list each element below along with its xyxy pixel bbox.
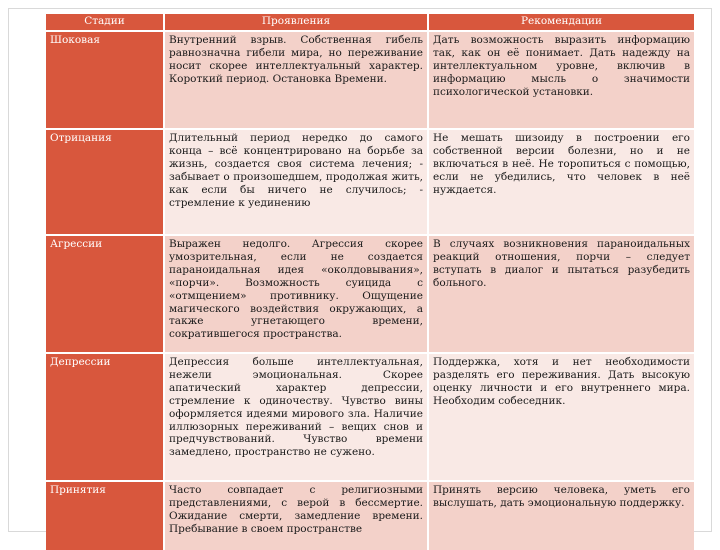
recommendations-cell-acceptance: Принять версию человека, уметь его выслушать, дать эмоциональную поддержку. bbox=[429, 482, 694, 550]
recommendations-cell-denial: Не мешать шизоиду в построении его собственной версии болезни, но и не включаться в неё. Не торопиться с помощью, если не убедились, что человек в неё нуждается. bbox=[429, 130, 694, 234]
recommendations-cell-depression: Поддержка, хотя и нет необходимости разделять его переживания. Дать высокую оценку личности и его внутреннего мира. Необходим собеседник. bbox=[429, 354, 694, 480]
manifestations-cell-shock: Внутренний взрыв. Собственная гибель равнозначна гибели мира, но переживание носит скорее интеллектуальный характер. Короткий период. Остановка Времени. bbox=[165, 32, 427, 128]
stage-cell-aggression: Агрессии bbox=[46, 236, 163, 352]
recommendations-cell-aggression: В случаях возникновения параноидальных реакций отношения, порчи – следует вступать в диалог и пытаться разубедить больного. bbox=[429, 236, 694, 352]
manifestations-cell-acceptance: Часто совпадает с религиозными представлениями, с верой в бессмертие. Ожидание смерти, замедление времени. Пребывание в своем пространстве bbox=[165, 482, 427, 550]
header-stages: Стадии bbox=[46, 14, 163, 30]
manifestations-cell-depression: Депрессия больше интеллектуальная, нежели эмоциональная. Скорее апатический характер депрессии, стремление к одиночеству. Чувство вины оформляется идеями мирового зла. Наличие иллюзорных переживаний – вещих снов и предчувствований. Чувство времени замедлено, пространство не сужено. bbox=[165, 354, 427, 480]
stage-cell-depression: Депрессии bbox=[46, 354, 163, 480]
stages-table bbox=[46, 14, 690, 540]
stage-cell-acceptance: Принятия bbox=[46, 482, 163, 550]
manifestations-cell-aggression: Выражен недолго. Агрессия скорее умозрительная, если не создается параноидальная идея «околдовывания», «порчи». Возможность суицида с «отмщением» противнику. Ощущение магического воздействия окружающих, а также угнетающего времени, сократившегося пространства. bbox=[165, 236, 427, 352]
stage-cell-denial: Отрицания bbox=[46, 130, 163, 234]
recommendations-cell-shock: Дать возможность выразить информацию так, как он её понимает. Дать надежду на интеллектуальном уровне, включив в информацию мысль о значимости психологической установки. bbox=[429, 32, 694, 128]
header-manifestations: Проявления bbox=[165, 14, 427, 30]
manifestations-cell-denial: Длительный период нередко до самого конца – всё концентрировано на борьбе за жизнь, создается своя система лечения; - забывает о произошедшем, продолжая жить, как если бы ничего не случилось; - стремление к уединению bbox=[165, 130, 427, 234]
stage-cell-shock: Шоковая bbox=[46, 32, 163, 128]
header-recommendations: Рекомендации bbox=[429, 14, 694, 30]
